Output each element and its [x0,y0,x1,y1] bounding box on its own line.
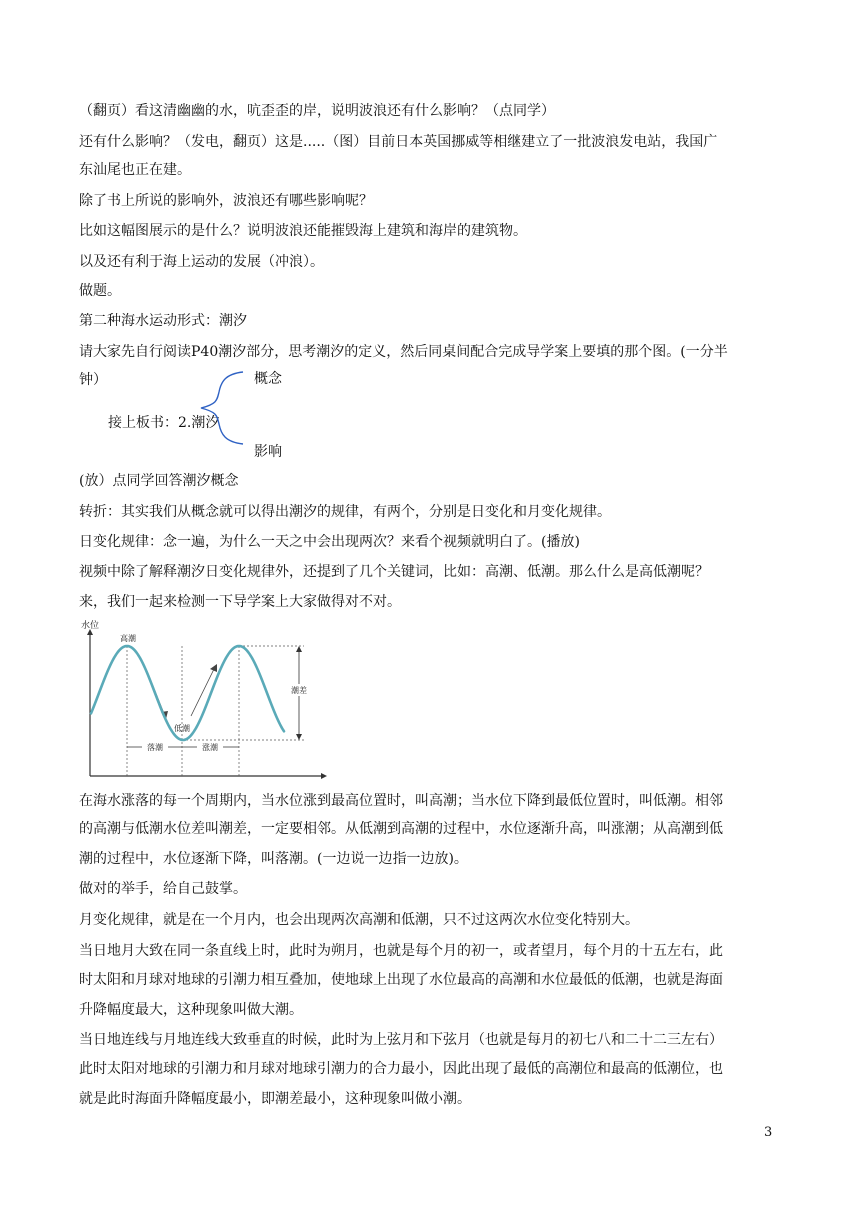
section-heading: 第二种海水运动形式：潮汐 [79,313,247,329]
paragraph-line: 月变化规律，就是在一个月内，也会出现两次高潮和低潮，只不过这两次水位变化特别大。 [79,912,639,928]
paragraph-line: 在海水涨落的每一个周期内，当水位涨到最高位置时，叫高潮；当水位下降到最低位置时，叫低潮。相邻 [79,793,723,809]
paragraph-line: 以及还有利于海上运动的发展（冲浪）。 [79,254,324,270]
paragraph-line: 比如这幅图展示的是什么？说明波浪还能摧毁海上建筑和海岸的建筑物。 [79,223,527,239]
tide-range-down-icon [296,734,302,740]
paragraph-line: 当日地月大致在同一条直线上时，此时为朔月，也就是每个月的初一，或者望月，每个月的十五左右，此 [79,943,723,959]
page-number: 3 [764,1125,773,1140]
board-impact-label: 影响 [254,444,282,460]
paragraph-line: 除了书上所说的影响外，波浪还有哪些影响呢？ [79,193,373,209]
board-prefix: 接上板书：2.潮汐 [108,415,220,431]
tide-chart [79,619,327,779]
paragraph-line: 此时太阳对地球的引潮力和月球对地球引潮力的合力最小，因此出现了最低的高潮位和最高的低潮位，也 [79,1061,723,1077]
paragraph-line: 视频中除了解释潮汐日变化规律外，还提到了几个关键词，比如：高潮、低潮。那么什么是高低潮呢？ [79,564,709,580]
paragraph-line: （翻页）看这清幽幽的水，吭歪歪的岸，说明波浪还有什么影响？（点同学） [79,103,555,119]
paragraph-line: 做对的举手，给自己鼓掌。 [79,881,247,897]
tide-range-label: 潮差 [291,686,307,695]
paragraph-line: 时太阳和月球对地球的引潮力相互叠加，使地球上出现了水位最高的高潮和水位最低的低潮，也就是海面 [79,972,723,988]
paragraph-line: 东汕尾也正在建。 [79,162,191,178]
tide-range-up-icon [296,646,302,652]
paragraph-line: 日变化规律：念一遍，为什么一天之中会出现两次？来看个视频就明白了。(播放) [79,534,580,550]
paragraph-line: 做题。 [79,283,121,299]
low-tide-label: 低潮 [174,724,190,733]
paragraph-line: 就是此时海面升降幅度最小，即潮差最小，这种现象叫做小潮。 [79,1091,471,1107]
paragraph-line: 的高潮与低潮水位差叫潮差，一定要相邻。从低潮到高潮的过程中，水位逐渐升高，叫涨潮；从高潮到低 [79,821,723,837]
paragraph-line: 还有什么影响？（发电，翻页）这是.....（图）目前日本英国挪威等相继建立了一批波浪发电站，我国广 [79,134,718,150]
falling-label: 落潮 [147,743,163,752]
brace-icon [195,368,255,448]
high-tide-label: 高潮 [120,634,136,643]
paragraph-line: (放）点同学回答潮汐概念 [79,473,239,489]
paragraph-line: 升降幅度最大，这种现象叫做大潮。 [79,1002,303,1018]
paragraph-line: 请大家先自行阅读P40潮汐部分，思考潮汐的定义，然后同桌间配合完成导学案上要填的那个图。(一分半 [79,344,728,360]
paragraph-line: 转折：其实我们从概念就可以得出潮汐的规律，有两个，分别是日变化和月变化规律。 [79,504,611,520]
rising-label: 涨潮 [202,743,218,752]
paragraph-line: 来，我们一起来检测一下导学案上大家做得对不对。 [79,594,401,610]
paragraph-line: 钟） [79,372,107,388]
paragraph-line: 潮的过程中，水位逐渐下降，叫落潮。(一边说一边指一边放)。 [79,851,468,867]
board-concept-label: 概念 [254,371,282,387]
paragraph-line: 当日地连线与月地连线大致垂直的时候，此时为上弦月和下弦月（也就是每月的初七八和二十二三左右） [79,1032,723,1048]
y-axis-label: 水位 [81,620,100,630]
x-axis-arrow-icon [321,773,327,779]
